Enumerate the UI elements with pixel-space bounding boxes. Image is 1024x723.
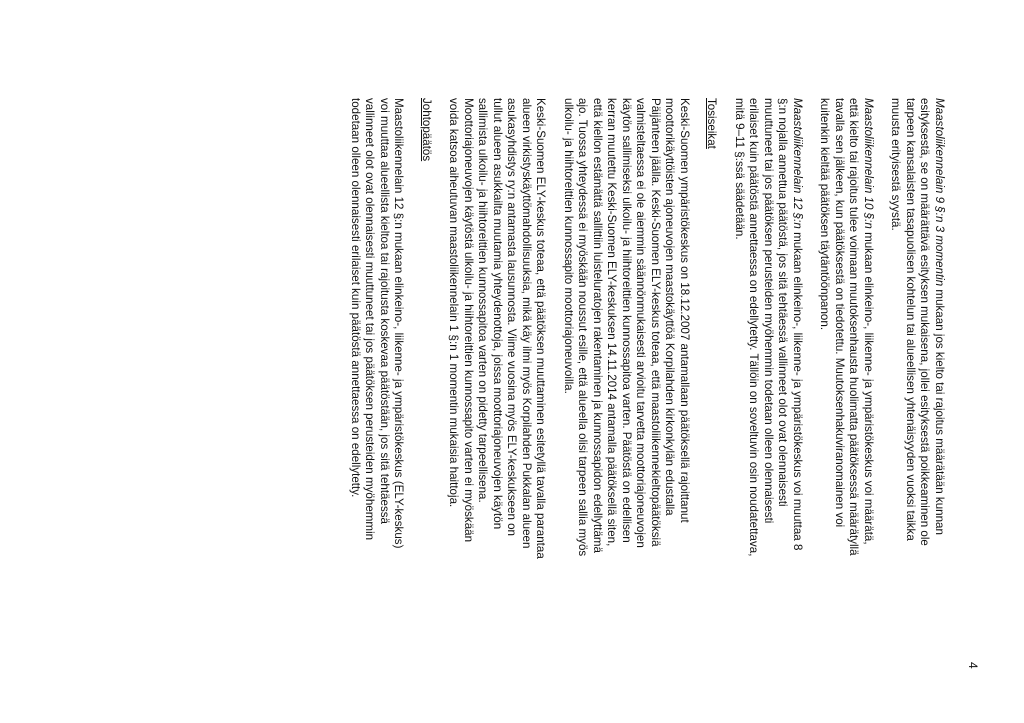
law-paragraph-9 [888,98,946,563]
paragraph-text: mukaan jos kielto tai rajoitus määrätään kunnan esityksestä, se on määrättävä esityksen mukaisena, jollei esityksestä poikkeaminen ole tarpeen kansalaisten tasapuolisen kohtelun tai alueellisen yhtenäisyyden vuoksi taikka muusta erityisestä syystä. [889,98,946,546]
page-number: 4 [966,662,980,669]
law-paragraph-12 [732,98,805,563]
paragraph-text: mukaan elinkeino-, liikenne- ja ympäristökeskus voi määrätä, että kielto tai rajoitus tulee voimaan muutoksenhausta huolimatta päätöksessä määrätyllä tavalla sen jälkeen, kun päätöksestä on tiedotettu. Muutoksenhakuviranomainen voi kuitenkin kieltää päätöksen täytäntöönpanon. [818,98,875,556]
law-reference: Maastoliikennelain 10 §:n [862,98,875,229]
conclusion-paragraph: Maastoliikennelain 12 §:n mukaan elinkeino-, liikenne- ja ympäristökeskus (ELY-keskus) voi muuttaa alueellista kieltoa tai rajoitusta koskevaa päätöstään, jos sitä tehtäessä vallinneet olot ovat olennaisesti muuttuneet tai jos päätöksen perusteiden myöhemmin todetaan olleen olennaisesti erilaiset kuin päätöstä annettaessa on edellytetty. [349,98,406,549]
document-body [335,98,947,563]
section-heading-facts: Tosiseikat [705,98,719,149]
law-paragraph-10 [817,98,875,563]
facts-paragraph: Keski-Suomen ELY-keskus toteaa, että päätöksen muuttaminen esitetyllä tavalla parantaa alueen virkistyskäyttömahdollisuuksia, mikä käy ilmi myös Korpilahden Pukkalan alueen asukasyhdistys ry:n antamasta lausunnosta. Viime vuosina myös ELY-keskukseen on tullut alueen asukkailta muutamia yhteydenottoja, joissa moottoriajoneuvojen käytön sallimista ulkoilu- ja hiihtoreittien kunnossapitoa varten on pidetty tarpeellisena. Moottoriajoneuvojen käytöstä ulkoilu- ja hiihtoreittien kunnossapito varten ei myöskään voida katsoa aiheutuvan maastoliikennelain 1 §:n 1 momentin mukaisia haittoja. [447,98,548,559]
law-reference: Maastoliikennelain 9 §:n 3 momentin [933,98,946,287]
section-heading-conclusion: Johtopäätös [420,98,433,162]
paragraph-text: mukaan elinkeino-, liikenne- ja ympäristökeskus voi muuttaa 8 §:n nojalla annettua päätöstä, jos sitä tehtäessä vallinneet olot ovat olennaisesti muuttuneet tai jos päätöksen perusteiden myöhemmin todetaan olleen olennaisesti erilaiset kuin päätöstä annettaessa on edellytetty. Tällöin on soveltuvin osin noudatettava, mitä 9–11 §:ssä säädetään. [733,98,804,557]
law-reference: Maastoliikennelain 12 §:n [791,98,804,229]
facts-paragraph: Keski-Suomen ympäristökeskus on 18.12.2007 antamallaan päätöksellä rajoittanut moottorikäyttöisten ajoneuvojen maastokäyttöä Korpilahden kirkonkylän edustalla Päijänteen jäälla. Keski-Suomen ELY-keskus toteaa, että maastoliikennekieltopäätöksiä valmisteltaessa ei ole aiemmin säännönmukaisesti arvioitu tarvetta moottoriajoneuvojen käytön sallimiseksi ulkoilu- ja hiihtoreittien kunnossapitoa varten. Päätöstä on edellisen kerran muutettu Keski-Suomen ELY-keskuksen 14.11.2014 antamalla päätöksellä siten, että kiellon estämättä sallittiin luisteluratojen rakentaminen ja kunnossapidon edellyttämä ajo. Tuossa yhteydessä ei myöskään noussut esille, että alueella olisi tarpeen sallia myös ulkoilu- ja hiihtoreittien kunnossapito moottoriajoneuvoilla. [562,98,691,557]
